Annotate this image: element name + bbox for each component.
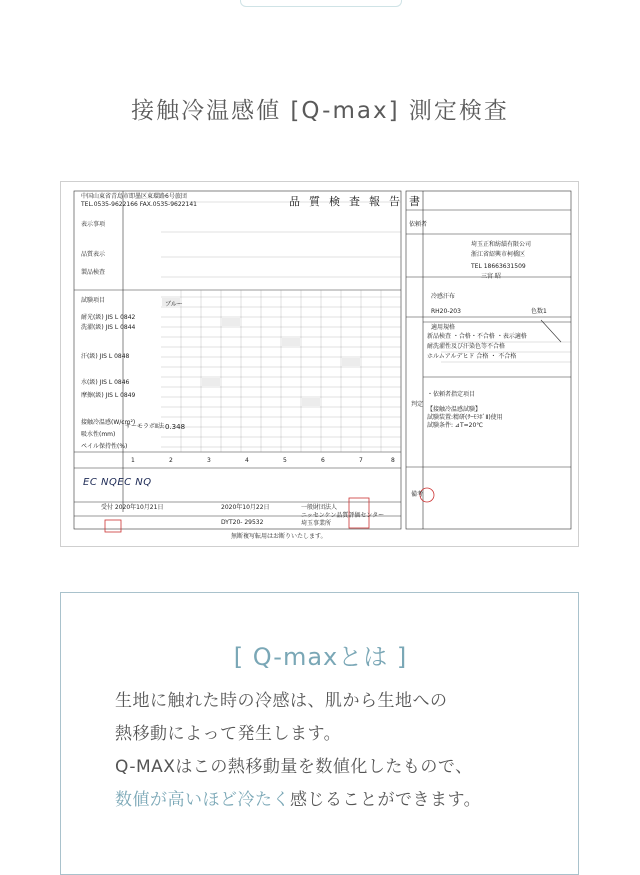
col-1: 1	[131, 457, 135, 464]
result-line-3: ホルムアルデヒド 合格 ・ 不合格	[427, 353, 517, 360]
header-line-1: 中国山東省青島市即墨区東環路6号旅団	[81, 193, 187, 200]
label-display: 表示事項	[81, 221, 106, 228]
label-test-items: 試験項目	[81, 297, 106, 304]
institution-line-2: ニッセンケン品質評価センター	[301, 512, 385, 519]
label-quality: 品質表示	[81, 251, 106, 258]
client-address: 浙江省紹興市柯橋区	[471, 251, 526, 258]
info-line-2: 熱移動によって発生します。	[115, 724, 342, 744]
page-heading: 接触冷温感値 [Q-max] 測定検査	[131, 98, 509, 124]
test-row-3: 汗(級) JIS L 0848	[81, 353, 130, 360]
color-count: 色数1	[531, 308, 547, 315]
test-row-4: 水(級) JIS L 0846	[81, 379, 130, 386]
test-row-1: 耐光(級) JIS L 0842	[81, 314, 136, 321]
client-label: 依頼者	[409, 221, 428, 228]
inspection-report-image	[60, 181, 579, 547]
issue-date: 2020年10月22日	[221, 504, 270, 511]
label-product: 製品検査	[81, 269, 106, 276]
info-line-3: Q-MAXはこの熱移動量を数値化したもので、	[115, 757, 473, 777]
client-contact: 三宮 昭	[481, 273, 501, 280]
result-line-1: 新品検査 ・合格・不合格 ・表示適格	[427, 333, 527, 340]
receive-date: 受付 2020年10月21日	[101, 504, 164, 511]
product-item: 冷感汗布	[431, 293, 456, 300]
institution-line-3: 埼玉事業所	[301, 520, 332, 527]
col-3: 3	[207, 457, 211, 464]
judgement-title: 適用規格	[431, 324, 456, 331]
col-5: 5	[283, 457, 287, 464]
qmax-method: サーモラボⅡ法	[125, 423, 164, 430]
row-qmax-label: 接触冷温感(W/cm²)	[81, 419, 136, 426]
qmax-info-box	[60, 592, 579, 875]
note-2: 【接触冷温感試験】	[427, 406, 482, 413]
info-line-4	[115, 784, 481, 817]
note-4: 試験条件: ⊿T=20℃	[427, 422, 484, 429]
report-number: DYT20- 29532	[221, 519, 264, 526]
note-3: 試験装置:精研(ｻｰﾓﾗﾎﾞⅡ)使用	[427, 414, 503, 421]
col-2: 2	[169, 457, 173, 464]
col-7: 7	[359, 457, 363, 464]
test-row-2: 洗濯(級) JIS L 0844	[81, 324, 136, 331]
note-1: ・依頼者指定項目	[427, 391, 476, 398]
side-label-remarks: 備考	[411, 491, 424, 498]
institution-line-1: 一般財団法人	[301, 504, 338, 511]
info-line-4-rest: 感じることができます。	[290, 790, 482, 810]
row-absorb-label: 吸水性(mm)	[81, 431, 116, 438]
report-title: 品質検査報告書	[289, 195, 429, 208]
qmax-value: 0.348	[165, 423, 186, 431]
col-6: 6	[321, 457, 325, 464]
row-retention-label: ペイル保持性(%)	[81, 443, 128, 450]
top-decoration	[240, 0, 402, 7]
side-label-judgement: 判定	[411, 401, 424, 408]
col-4: 4	[245, 457, 249, 464]
client-company: 埼玉正和紡績有限公司	[471, 241, 532, 248]
sample-color: ブルー	[165, 301, 183, 308]
header-line-2: TEL.0535-9622166 FAX.0535-9622141	[81, 201, 197, 208]
qmax-info-title: [ Q-maxとは ]	[233, 643, 408, 671]
qmax-info-text	[115, 685, 481, 817]
info-line-1: 生地に触れた時の冷感は、肌から生地への	[115, 691, 448, 711]
client-tel: TEL 18663631509	[471, 263, 526, 270]
col-8: 8	[391, 457, 395, 464]
stamp-text: EC NQEC NQ	[83, 477, 152, 488]
result-line-2: 耐洗濯性及び汗染色等不合格	[427, 343, 506, 350]
report-grid	[61, 182, 580, 548]
product-number: RH20-203	[431, 308, 461, 315]
info-line-4-accent: 数値が高いほど冷たく	[115, 790, 290, 810]
test-row-5: 摩擦(級) JIS L 0849	[81, 392, 136, 399]
footer-note: 無断複写転用はお断りいたします。	[231, 533, 327, 540]
